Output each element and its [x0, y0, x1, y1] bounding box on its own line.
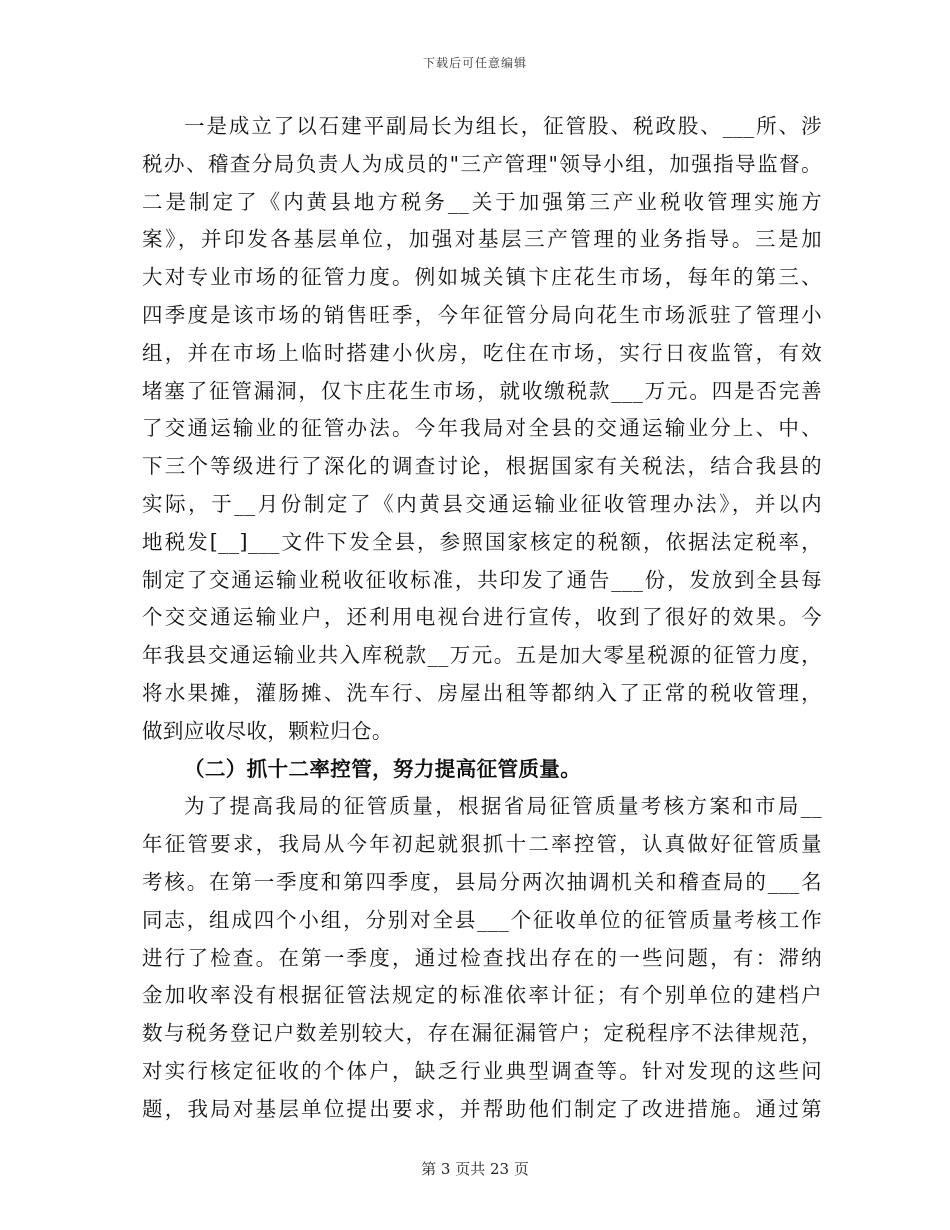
text-line: 堵塞了征管漏洞，仅卞庄花生市场，就收缴税款___万元。四是否完善: [142, 378, 822, 403]
text-line: 数与税务登记户数差别较大，存在漏征漏管户；定税程序不法律规范，: [142, 1021, 822, 1046]
page-footer: 第 3 页共 23 页: [421, 1160, 529, 1178]
text-line: 将水果摊，灌肠摊、洗车行、房屋出租等都纳入了正常的税收管理，: [142, 680, 822, 705]
section-heading: （二）抓十二率控管，努力提高征管质量。: [184, 756, 582, 781]
text-line: 个交交通运输业户，还利用电视台进行宣传，收到了很好的效果。今: [142, 605, 822, 630]
text-line: 四季度是该市场的销售旺季，今年征管分局向花生市场派驻了管理小: [142, 302, 822, 327]
text-line: 税办、稽查分局负责人为成员的"三产管理"领导小组，加强指导监督。: [142, 151, 822, 176]
text-line: 对实行核定征收的个体户，缺乏行业典型调查等。针对发现的这些问: [142, 1058, 822, 1083]
text-line: 同志，组成四个小组，分别对全县___个征收单位的征管质量考核工作: [142, 907, 822, 932]
text-line: 下三个等级进行了深化的调查讨论，根据国家有关税法，结合我县的: [142, 454, 822, 479]
text-line: 进行了检查。在第一季度，通过检查找出存在的一些问题，有：滞纳: [142, 945, 822, 970]
text-line: 大对专业市场的征管力度。例如城关镇卞庄花生市场，每年的第三、: [142, 265, 822, 290]
text-line: 做到应收尽收，颗粒归仓。: [142, 718, 393, 743]
text-line: 一是成立了以石建平副局长为组长，征管股、税政股、___所、涉: [184, 114, 822, 138]
text-line: 实际，于__月份制定了《内黄县交通运输业征收管理办法》，并以内: [142, 491, 822, 516]
text-line: 考核。在第一季度和第四季度，县局分两次抽调机关和稽查局的___名: [142, 869, 822, 894]
document-body: [142, 108, 822, 1129]
text-line: 制定了交通运输业税收征收标准，共印发了通告___份，发放到全县每: [142, 567, 822, 592]
text-line: 组，并在市场上临时搭建小伙房，吃住在市场，实行日夜监管，有效: [142, 340, 822, 365]
text-line: 为了提高我局的征管质量，根据省局征管质量考核方案和市局__: [184, 794, 822, 819]
page-header: 下载后可任意编辑: [422, 56, 527, 70]
text-line: 年征管要求，我局从今年初起就狠抓十二率控管，认真做好征管质量: [142, 832, 822, 857]
text-line: 案》，并印发各基层单位，加强对基层三产管理的业务指导。三是加: [142, 227, 822, 252]
text-line: 了交通运输业的征管办法。今年我局对全县的交通运输业分上、中、: [142, 416, 822, 441]
text-line: 年我县交通运输业共入库税款__万元。五是加大零星税源的征管力度，: [142, 643, 822, 668]
text-line: 地税发[__]___文件下发全县，参照国家核定的税额，依据法定税率，: [142, 529, 822, 554]
text-line: 金加收率没有根据征管法规定的标准依率计征；有个别单位的建档户: [142, 983, 822, 1008]
text-line: 二是制定了《内黄县地方税务__关于加强第三产业税收管理实施方: [142, 189, 822, 214]
text-line: 题，我局对基层单位提出要求，并帮助他们制定了改进措施。通过第: [142, 1096, 822, 1121]
